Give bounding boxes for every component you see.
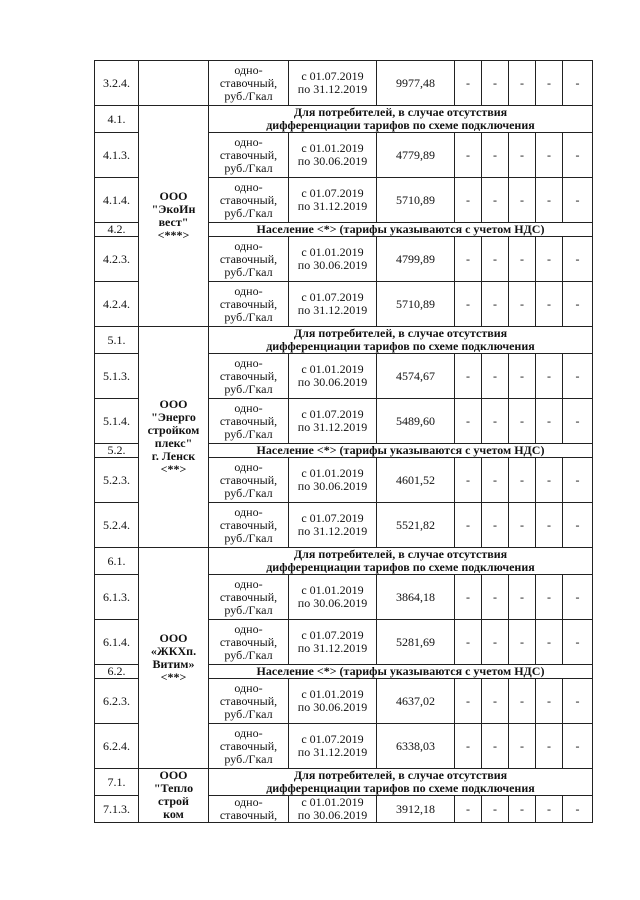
row-number: 6.2. — [95, 665, 139, 679]
dash-cell: - — [455, 178, 482, 223]
dash-cell: - — [455, 724, 482, 769]
unit-cell: одно- ставочный, руб./Гкал — [209, 282, 289, 327]
dash-cell: - — [536, 679, 563, 724]
dash-cell: - — [536, 575, 563, 620]
dash-cell: - — [536, 724, 563, 769]
section-header: Для потребителей, в случае отсутствия дифференциации тарифов по схеме подключения — [209, 327, 593, 354]
dash-cell: - — [563, 61, 593, 106]
dash-cell: - — [455, 575, 482, 620]
dash-cell: - — [563, 679, 593, 724]
row-number: 6.1.3. — [95, 575, 139, 620]
dash-cell: - — [536, 178, 563, 223]
row-number: 5.1.4. — [95, 399, 139, 444]
unit-cell: одно- ставочный, руб./Гкал — [209, 679, 289, 724]
section-row — [95, 769, 593, 796]
dash-cell: - — [455, 354, 482, 399]
dash-cell: - — [455, 282, 482, 327]
dash-cell: - — [509, 724, 536, 769]
dash-cell: - — [482, 61, 509, 106]
dash-cell: - — [563, 796, 593, 823]
dash-cell: - — [563, 458, 593, 503]
section-header: Население <*> (тарифы указываются с учетом НДС) — [209, 665, 593, 679]
tariff-value: 5710,89 — [377, 178, 455, 223]
row-number: 4.1. — [95, 106, 139, 133]
dash-cell: - — [563, 178, 593, 223]
dash-cell: - — [509, 399, 536, 444]
dash-cell: - — [563, 354, 593, 399]
tariff-value: 5489,60 — [377, 399, 455, 444]
dash-cell: - — [509, 620, 536, 665]
dash-cell: - — [563, 724, 593, 769]
dash-cell: - — [482, 282, 509, 327]
unit-cell: одно- ставочный, руб./Гкал — [209, 133, 289, 178]
dash-cell: - — [563, 575, 593, 620]
dash-cell: - — [482, 620, 509, 665]
tariff-value: 4601,52 — [377, 458, 455, 503]
section-header: Для потребителей, в случае отсутствия дифференциации тарифов по схеме подключения — [209, 769, 593, 796]
unit-cell: одно- ставочный, руб./Гкал — [209, 237, 289, 282]
dash-cell: - — [482, 354, 509, 399]
tariff-value: 6338,03 — [377, 724, 455, 769]
period-cell: с 01.01.2019 по 30.06.2019 — [289, 458, 377, 503]
dash-cell: - — [455, 458, 482, 503]
dash-cell: - — [509, 133, 536, 178]
dash-cell: - — [482, 796, 509, 823]
tariff-value: 4779,89 — [377, 133, 455, 178]
dash-cell: - — [509, 354, 536, 399]
dash-cell: - — [563, 282, 593, 327]
period-cell: с 01.07.2019 по 31.12.2019 — [289, 620, 377, 665]
dash-cell: - — [455, 237, 482, 282]
tariff-table — [94, 60, 593, 823]
tariff-value: 4574,67 — [377, 354, 455, 399]
unit-cell: одно- ставочный, руб./Гкал — [209, 503, 289, 548]
section-row — [95, 106, 593, 133]
dash-cell: - — [509, 503, 536, 548]
period-cell: с 01.01.2019 по 30.06.2019 — [289, 133, 377, 178]
unit-cell: одно- ставочный, руб./Гкал — [209, 178, 289, 223]
dash-cell: - — [536, 354, 563, 399]
period-cell: с 01.07.2019 по 31.12.2019 — [289, 724, 377, 769]
dash-cell: - — [509, 282, 536, 327]
dash-cell: - — [536, 237, 563, 282]
dash-cell: - — [509, 679, 536, 724]
unit-cell: одно- ставочный, руб./Гкал — [209, 458, 289, 503]
organization-name: ООО "ЭкоИн вест" <***> — [139, 106, 209, 327]
tariff-value: 3864,18 — [377, 575, 455, 620]
row-number: 6.1. — [95, 548, 139, 575]
period-cell: с 01.07.2019 по 31.12.2019 — [289, 61, 377, 106]
dash-cell: - — [563, 133, 593, 178]
dash-cell: - — [509, 237, 536, 282]
dash-cell: - — [455, 133, 482, 178]
dash-cell: - — [563, 620, 593, 665]
dash-cell: - — [482, 178, 509, 223]
section-header: Население <*> (тарифы указываются с учетом НДС) — [209, 444, 593, 458]
dash-cell: - — [536, 620, 563, 665]
dash-cell: - — [455, 61, 482, 106]
dash-cell: - — [536, 282, 563, 327]
dash-cell: - — [455, 503, 482, 548]
dash-cell: - — [482, 237, 509, 282]
dash-cell: - — [509, 796, 536, 823]
dash-cell: - — [509, 178, 536, 223]
dash-cell: - — [509, 458, 536, 503]
tariff-value: 5281,69 — [377, 620, 455, 665]
organization-name: ООО "Тепло строй ком — [139, 769, 209, 823]
dash-cell: - — [563, 237, 593, 282]
period-cell: с 01.07.2019 по 31.12.2019 — [289, 178, 377, 223]
dash-cell: - — [482, 679, 509, 724]
tariff-value: 5521,82 — [377, 503, 455, 548]
dash-cell: - — [536, 796, 563, 823]
section-row — [95, 548, 593, 575]
unit-cell: одно- ставочный, руб./Гкал — [209, 61, 289, 106]
unit-cell: одно- ставочный, руб./Гкал — [209, 399, 289, 444]
dash-cell: - — [563, 503, 593, 548]
period-cell: с 01.07.2019 по 31.12.2019 — [289, 503, 377, 548]
unit-cell: одно- ставочный, руб./Гкал — [209, 354, 289, 399]
period-cell: с 01.07.2019 по 31.12.2019 — [289, 399, 377, 444]
dash-cell: - — [536, 133, 563, 178]
organization-name: ООО «ЖКХп. Витим» <**> — [139, 548, 209, 769]
dash-cell: - — [509, 575, 536, 620]
period-cell: с 01.01.2019 по 30.06.2019 — [289, 575, 377, 620]
dash-cell: - — [482, 575, 509, 620]
tariff-value: 4799,89 — [377, 237, 455, 282]
unit-cell: одно- ставочный, — [209, 796, 289, 823]
row-number: 5.1. — [95, 327, 139, 354]
dash-cell: - — [455, 679, 482, 724]
row-number: 5.2.3. — [95, 458, 139, 503]
row-number: 4.2. — [95, 223, 139, 237]
row-number: 6.2.4. — [95, 724, 139, 769]
dash-cell: - — [455, 620, 482, 665]
tariff-value: 4637,02 — [377, 679, 455, 724]
row-number: 4.1.4. — [95, 178, 139, 223]
table-row — [95, 61, 593, 106]
dash-cell: - — [536, 458, 563, 503]
tariff-value: 5710,89 — [377, 282, 455, 327]
dash-cell: - — [536, 399, 563, 444]
unit-cell: одно- ставочный, руб./Гкал — [209, 575, 289, 620]
row-number: 7.1. — [95, 769, 139, 796]
dash-cell: - — [482, 503, 509, 548]
dash-cell: - — [482, 724, 509, 769]
dash-cell: - — [509, 61, 536, 106]
row-number: 4.2.3. — [95, 237, 139, 282]
period-cell: с 01.01.2019 по 30.06.2019 — [289, 679, 377, 724]
row-number: 5.2. — [95, 444, 139, 458]
unit-cell: одно- ставочный, руб./Гкал — [209, 620, 289, 665]
dash-cell: - — [536, 503, 563, 548]
dash-cell: - — [536, 61, 563, 106]
dash-cell: - — [482, 399, 509, 444]
section-header: Население <*> (тарифы указываются с учетом НДС) — [209, 223, 593, 237]
org-cell-empty — [139, 61, 209, 106]
period-cell: с 01.01.2019 по 30.06.2019 — [289, 796, 377, 823]
row-number: 4.2.4. — [95, 282, 139, 327]
section-row — [95, 327, 593, 354]
period-cell: с 01.07.2019 по 31.12.2019 — [289, 282, 377, 327]
unit-cell: одно- ставочный, руб./Гкал — [209, 724, 289, 769]
organization-name: ООО "Энерго стройком плекс" г. Ленск <**> — [139, 327, 209, 548]
dash-cell: - — [455, 796, 482, 823]
section-header: Для потребителей, в случае отсутствия дифференциации тарифов по схеме подключения — [209, 548, 593, 575]
section-header: Для потребителей, в случае отсутствия дифференциации тарифов по схеме подключения — [209, 106, 593, 133]
row-number: 6.1.4. — [95, 620, 139, 665]
dash-cell: - — [482, 458, 509, 503]
row-number: 5.1.3. — [95, 354, 139, 399]
dash-cell: - — [563, 399, 593, 444]
tariff-value: 3912,18 — [377, 796, 455, 823]
row-number: 7.1.3. — [95, 796, 139, 823]
row-number: 5.2.4. — [95, 503, 139, 548]
dash-cell: - — [455, 399, 482, 444]
row-number: 4.1.3. — [95, 133, 139, 178]
period-cell: с 01.01.2019 по 30.06.2019 — [289, 237, 377, 282]
row-number: 6.2.3. — [95, 679, 139, 724]
period-cell: с 01.01.2019 по 30.06.2019 — [289, 354, 377, 399]
row-number: 3.2.4. — [95, 61, 139, 106]
tariff-value: 9977,48 — [377, 61, 455, 106]
dash-cell: - — [482, 133, 509, 178]
